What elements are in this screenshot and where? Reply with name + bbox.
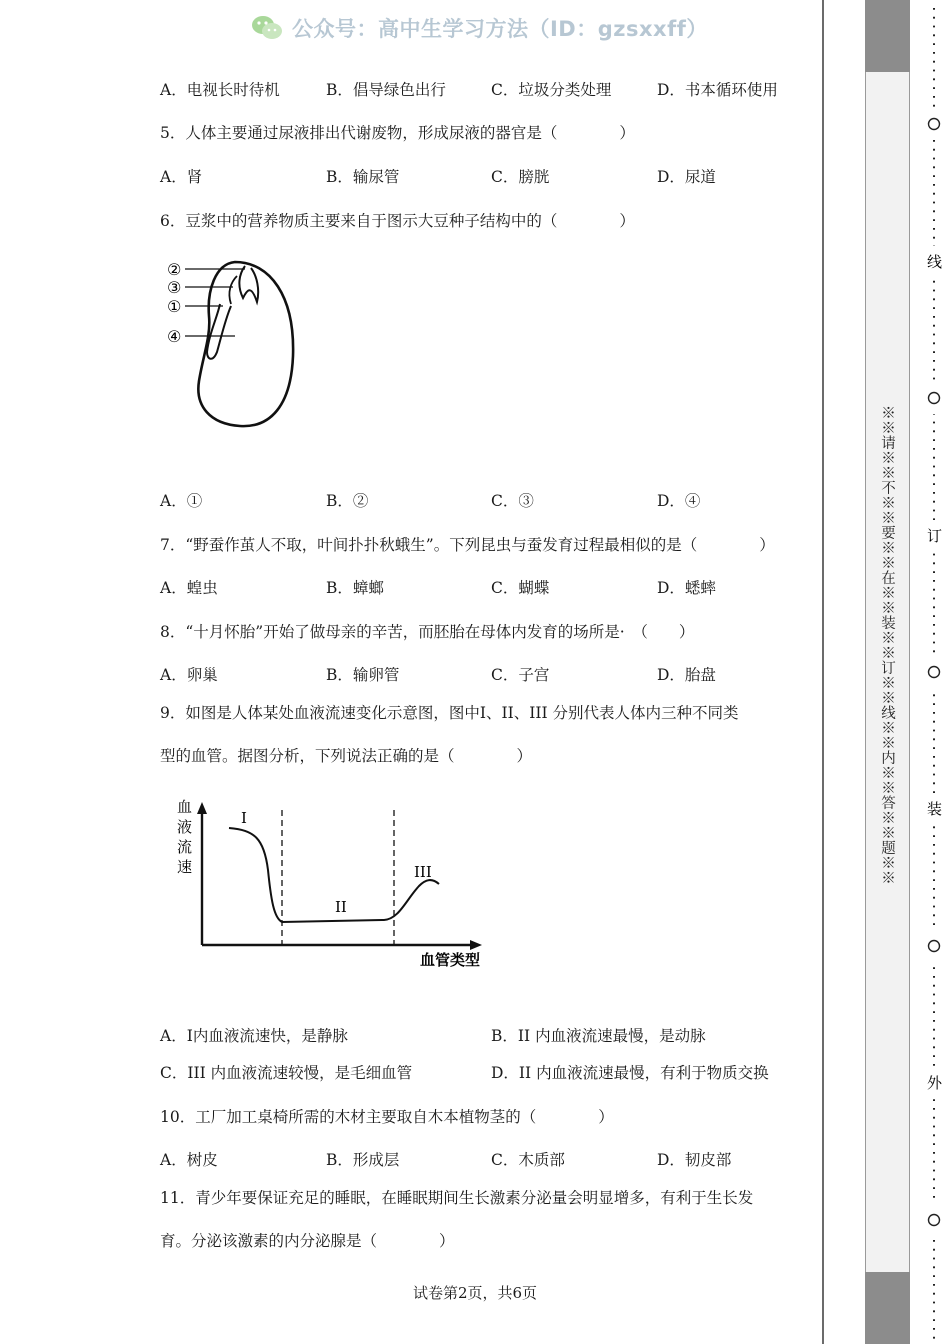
q9-stem-line1: 9．如图是人体某处血液流速变化示意图，图中Ⅰ、II、III 分别代表人体内三种不同类 bbox=[160, 704, 739, 722]
segment-label-1: I bbox=[241, 809, 247, 827]
mark-xian: 线 bbox=[927, 253, 943, 271]
q10-options bbox=[160, 1149, 800, 1171]
q10-option-b[interactable]: B．形成层 bbox=[326, 1151, 400, 1169]
embryo-outline bbox=[207, 304, 231, 359]
q4-option-a[interactable]: A．电视长时待机 bbox=[160, 81, 280, 99]
segment-label-2: II bbox=[335, 898, 347, 916]
mark-wai: 外 bbox=[927, 1074, 943, 1092]
q6-option-c[interactable]: C．③ bbox=[491, 492, 534, 510]
watermark-header bbox=[250, 10, 710, 46]
q10-option-c[interactable]: C．木质部 bbox=[491, 1151, 565, 1169]
q8-option-a[interactable]: A．卵巢 bbox=[160, 666, 218, 684]
binding-hole-5 bbox=[929, 1215, 940, 1226]
q10-option-d[interactable]: D．韧皮部 bbox=[657, 1151, 732, 1169]
blood-flow-chart bbox=[174, 790, 504, 980]
q7-option-c[interactable]: C．蝴蝶 bbox=[491, 579, 550, 597]
q6-options bbox=[160, 490, 800, 512]
chart-xlabel: 血管类型 bbox=[420, 951, 481, 969]
q9-option-b[interactable]: B．II 内血液流速最慢，是动脉 bbox=[491, 1027, 706, 1045]
q9-option-a[interactable]: A．Ⅰ内血液流速快，是静脉 bbox=[160, 1027, 348, 1045]
q8-option-c[interactable]: C．子宫 bbox=[491, 666, 550, 684]
q4-option-b[interactable]: B．倡导绿色出行 bbox=[326, 81, 446, 99]
q7-option-d[interactable]: D．蟋蟀 bbox=[657, 579, 716, 597]
page-footer: 试卷第2页，共6页 bbox=[412, 1284, 538, 1302]
q9-option-d[interactable]: D．II 内血液流速最慢，有利于物质交换 bbox=[491, 1064, 769, 1082]
binding-line-column bbox=[924, 0, 944, 1344]
binding-hole-3 bbox=[929, 667, 940, 678]
q6-stem: 6．豆浆中的营养物质主要来自于图示大豆种子结构中的（ ） bbox=[160, 212, 635, 230]
q10-option-a[interactable]: A．树皮 bbox=[160, 1151, 218, 1169]
q9-options-row2 bbox=[160, 1062, 800, 1084]
plumule-shape bbox=[239, 266, 258, 302]
q5-stem: 5．人体主要通过尿液排出代谢废物，形成尿液的器官是（ ） bbox=[160, 124, 635, 142]
q6-option-d[interactable]: D．④ bbox=[657, 492, 701, 510]
q8-options bbox=[160, 664, 800, 686]
q5-options bbox=[160, 166, 800, 188]
q9-stem-line2: 型的血管。据图分析，下列说法正确的是（ ） bbox=[160, 747, 533, 765]
q4-options bbox=[160, 79, 800, 101]
q6-option-b[interactable]: B．② bbox=[326, 492, 369, 510]
segment-label-3: III bbox=[414, 863, 432, 881]
chart-ylabel-char-2: 液 bbox=[177, 818, 193, 836]
x-axis-arrow bbox=[470, 940, 482, 950]
q10-stem: 10．工厂加工桌椅所需的木材主要取自木本植物茎的（ ） bbox=[160, 1108, 614, 1126]
q5-option-d[interactable]: D．尿道 bbox=[657, 168, 716, 186]
seed-label-4: ④ bbox=[167, 327, 182, 346]
chart-ylabel-char-3: 流 bbox=[177, 838, 193, 856]
chart-ylabel-char-4: 速 bbox=[177, 858, 193, 876]
mark-ding: 订 bbox=[927, 527, 943, 545]
q9-options-row1 bbox=[160, 1025, 800, 1047]
q9-option-c[interactable]: C．III 内血液流速较慢，是毛细血管 bbox=[160, 1064, 413, 1082]
q8-option-d[interactable]: D．胎盘 bbox=[657, 666, 716, 684]
chart-ylabel-char-1: 血 bbox=[177, 798, 193, 816]
q11-stem-line2: 育。分泌该激素的内分泌腺是（ ） bbox=[160, 1232, 455, 1250]
binding-margin-border bbox=[822, 0, 824, 1344]
q7-options bbox=[160, 577, 800, 599]
binding-hole-4 bbox=[929, 941, 940, 952]
margin-cap-bottom bbox=[865, 1272, 910, 1344]
q4-option-d[interactable]: D．书本循环使用 bbox=[657, 81, 778, 99]
seed-label-2: ② bbox=[167, 260, 182, 279]
q5-option-a[interactable]: A．肾 bbox=[160, 168, 203, 186]
q5-option-c[interactable]: C．膀胱 bbox=[491, 168, 550, 186]
q11-stem-line1: 11．青少年要保证充足的睡眠，在睡眠期间生长激素分泌量会明显增多，有利于生长发 bbox=[160, 1189, 754, 1207]
soybean-seed-figure bbox=[165, 256, 305, 436]
q8-option-b[interactable]: B．输卵管 bbox=[326, 666, 400, 684]
margin-cap-top bbox=[865, 0, 910, 72]
no-answer-warning: ※※请※※不※※要※※在※※装※※订※※线※※内※※答※※题※※ bbox=[879, 405, 895, 885]
q7-stem: 7．“野蚕作茧人不取，叶间扑扑秋蛾生”。下列昆虫与蚕发育过程最相似的是（ ） bbox=[160, 536, 775, 554]
wechat-icon bbox=[250, 11, 284, 45]
q8-stem: 8．“十月怀胎”开始了做母亲的辛苦，而胚胎在母体内发育的场所是· （ ） bbox=[160, 623, 695, 641]
q4-option-c[interactable]: C．垃圾分类处理 bbox=[491, 81, 612, 99]
binding-hole-1 bbox=[929, 119, 940, 130]
seed-label-1: ① bbox=[167, 297, 182, 316]
flow-velocity-curve bbox=[229, 828, 439, 922]
y-axis-arrow bbox=[197, 802, 207, 814]
q7-option-b[interactable]: B．蟑螂 bbox=[326, 579, 384, 597]
watermark-text: 公众号：高中生学习方法（ID：gzsxxff） bbox=[292, 17, 708, 41]
binding-hole-2 bbox=[929, 393, 940, 404]
seed-label-3: ③ bbox=[167, 278, 182, 297]
q5-option-b[interactable]: B．输尿管 bbox=[326, 168, 400, 186]
q6-option-a[interactable]: A．① bbox=[160, 492, 203, 510]
mark-zhuang: 装 bbox=[927, 800, 943, 818]
q7-option-a[interactable]: A．蝗虫 bbox=[160, 579, 218, 597]
